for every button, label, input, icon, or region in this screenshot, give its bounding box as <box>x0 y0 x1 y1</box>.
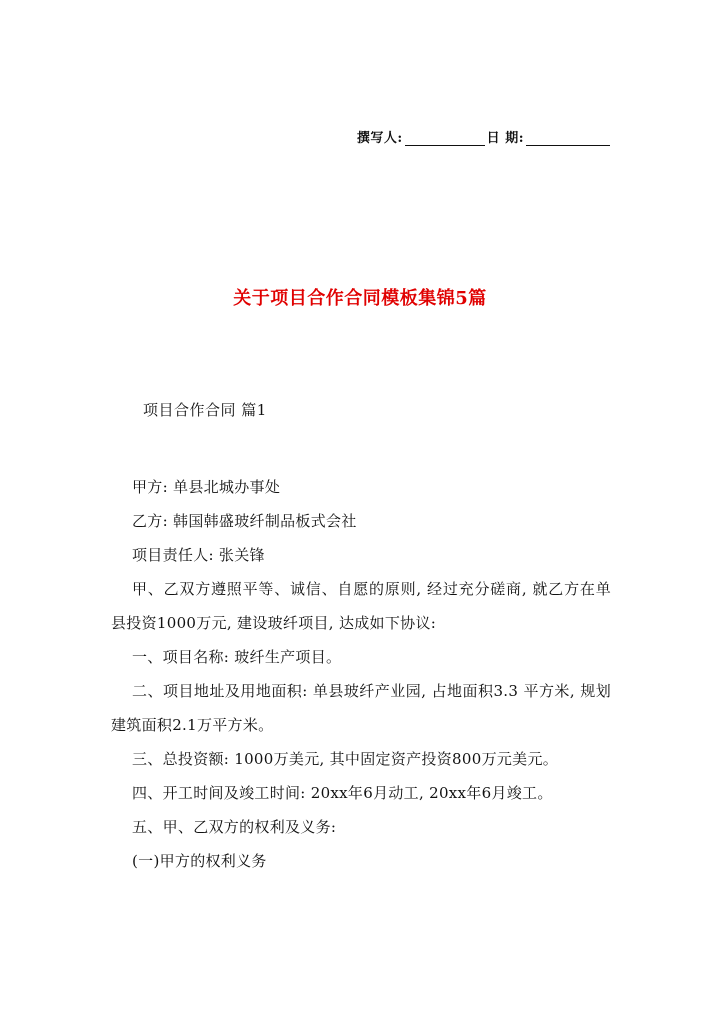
clause-total-investment: 三、总投资额: 1000万美元, 其中固定资产投资800万元美元。 <box>132 750 559 768</box>
section-subtitle: 项目合作合同 篇1 <box>143 401 267 419</box>
agreement-intro-paragraph: 甲、乙双方遵照平等、诚信、自愿的原则, 经过充分磋商, 就乙方在单县投资1000万元, 建设玻纤项目, 达成如下协议: <box>111 580 611 632</box>
document-body <box>111 470 611 878</box>
writer-blank-line <box>405 133 485 146</box>
clause-project-name: 一、项目名称: 玻纤生产项目。 <box>132 648 342 666</box>
party-b-line: 乙方: 韩国韩盛玻纤制品板式会社 <box>132 512 357 530</box>
subclause-party-a-rights: (一)甲方的权利义务 <box>132 852 267 870</box>
party-a-line: 甲方: 单县北城办事处 <box>132 478 281 496</box>
clause-schedule: 四、开工时间及竣工时间: 20xx年6月动工, 20xx年6月竣工。 <box>132 784 553 802</box>
header-author-date <box>357 127 612 146</box>
date-label: 日 期: <box>486 131 524 146</box>
date-blank-line <box>526 133 610 146</box>
document-title: 关于项目合作合同模板集锦5篇 <box>233 288 487 309</box>
project-lead-line: 项目责任人: 张关锋 <box>132 546 265 564</box>
clause-project-location: 二、项目地址及用地面积: 单县玻纤产业园, 占地面积3.3 平方米, 规划建筑面积2.1万平方米。 <box>111 682 611 734</box>
writer-label: 撰写人: <box>356 131 403 146</box>
clause-rights-obligations: 五、甲、乙双方的权利及义务: <box>132 818 337 836</box>
